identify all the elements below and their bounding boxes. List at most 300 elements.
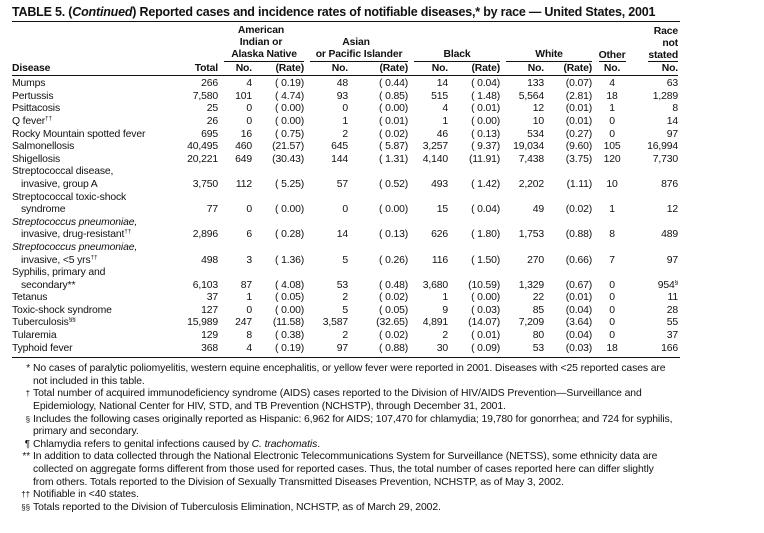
cell-value: 2: [342, 128, 349, 140]
disease-name-text: Streptococcus pneumoniae,: [12, 216, 138, 228]
cell-value: 876: [661, 178, 679, 190]
cell-value: 2: [442, 330, 449, 342]
cell-value: ( 0.19): [275, 78, 305, 90]
header-no: No.: [431, 63, 449, 75]
disease-name-text: Streptococcus pneumoniae,: [12, 241, 138, 253]
cell-value: 7,580: [192, 90, 218, 102]
cell-value: (9.60): [565, 141, 593, 153]
disease-name: [12, 330, 172, 343]
disease-name: [12, 280, 172, 293]
cell-value: 2: [342, 292, 349, 304]
cell: [592, 292, 632, 305]
cell: [500, 76, 544, 91]
cell: [592, 91, 632, 104]
footnotes: [14, 363, 674, 514]
footnote: [14, 414, 674, 439]
cell-value: 12: [532, 103, 545, 115]
cell-value: ( 0.00): [275, 103, 305, 115]
cell-value: 6,103: [192, 279, 218, 291]
cell: [632, 255, 678, 268]
bottom-rule: [12, 357, 680, 358]
cell-value: 10: [606, 178, 618, 190]
cell-value: 4: [609, 78, 615, 90]
cell: [348, 330, 408, 343]
cell: [172, 317, 218, 330]
disease-name: [12, 305, 172, 318]
cell-value: 0: [609, 292, 615, 304]
cell: [500, 292, 544, 305]
footnote-text-part: Totals reported to the Division of Tuberculosis Elimination, NCHSTP, as of March 29, 2002.: [33, 501, 441, 513]
cell-value: 534: [527, 128, 545, 140]
cell: [304, 292, 348, 305]
header-no: No.: [235, 63, 252, 75]
cell: [408, 280, 448, 293]
cell-value: 1,753: [518, 229, 545, 241]
cell: [218, 129, 252, 142]
disease-name-text: Tuberculosis: [12, 317, 69, 329]
cell-value: 0: [246, 204, 252, 216]
cell: [500, 103, 544, 116]
cell: [348, 305, 408, 318]
header-rate: (Rate): [471, 63, 501, 75]
title-prefix: TABLE 5. (: [12, 5, 73, 19]
cell: [632, 179, 678, 192]
cell: [218, 292, 252, 305]
footnote-marker: ††: [21, 490, 30, 500]
cell-value: ( 0.02): [379, 128, 409, 140]
cell-value: 5,564: [518, 90, 545, 102]
cell-value: 7,209: [518, 317, 545, 329]
cell: [172, 229, 218, 242]
cell: [448, 154, 500, 167]
cell-value: (3.64): [565, 317, 593, 329]
cell-value: 120: [603, 153, 621, 165]
cell-value: 116: [431, 254, 449, 266]
cell-value: 14: [666, 115, 679, 127]
cell-value: 97: [666, 128, 679, 140]
cell-value: (0.04): [565, 304, 593, 316]
header-rate: (Rate): [563, 63, 593, 75]
footnote-text-part: Total number of acquired immunodeficiency syndrome (AIDS) cases reported to the Division of HIV/AIDS Prevention—Surveillance and Epidemiology, National Center for HIV, STD, and TB Prevention (NCHSTP), through December 31, 2001.: [33, 388, 642, 413]
cell-value: 48: [336, 78, 349, 90]
disease-name: [12, 267, 252, 280]
cell-value: 14: [336, 229, 349, 241]
cell-value: 8: [672, 103, 679, 115]
disease-name-text: Rocky Mountain spotted fever: [12, 128, 146, 140]
cell-value: 16: [240, 128, 252, 140]
cell: [348, 129, 408, 142]
table-row: [12, 343, 678, 358]
cell-value: 645: [331, 141, 349, 153]
footnote: [14, 451, 674, 489]
table-title: [12, 4, 764, 21]
cell: [172, 116, 218, 129]
cell-value: 55: [666, 317, 679, 329]
header-race-not-stated: Race not stated: [648, 26, 679, 61]
cell: [500, 330, 544, 343]
disease-name-text: secondary**: [21, 279, 76, 291]
cell-value: ( 0.02): [379, 330, 409, 342]
cell-value: (21.57): [272, 141, 305, 153]
cell: [592, 204, 632, 217]
footnote-text: [33, 451, 674, 489]
cell-value: 2: [342, 330, 349, 342]
cell: [500, 91, 544, 104]
cell: [348, 204, 408, 217]
cell-value: 1: [609, 204, 615, 216]
cell: [172, 204, 218, 217]
cell-value: ( 0.00): [275, 204, 305, 216]
disease-name-text: invasive, drug-resistant: [21, 229, 125, 241]
cell: [218, 343, 252, 358]
footnote-text-part: In addition to data collected through the National Electronic Telecommunications System for Surveillance (NETSS), some ethnicity data are collected on aggregate forms different from those used for reported cases. Thus, the total number of cases reported here can differ slightly from others. Totals reported to the Division of Sexually Transmitted Diseases Prevention, NCHSTP, as of May 3, 2002.: [33, 451, 658, 488]
header-total: Total: [194, 63, 218, 75]
cell-value: (0.03): [565, 342, 593, 354]
footnote-marker: §§: [68, 317, 76, 324]
cell: [632, 343, 678, 358]
cell: [448, 292, 500, 305]
cell: [408, 229, 448, 242]
cell-value: 1: [246, 292, 252, 304]
cell-value: ( 0.48): [379, 279, 409, 291]
disease-name-text: Tularemia: [12, 330, 57, 342]
cell-value: 18: [606, 342, 618, 354]
disease-name: [12, 179, 172, 192]
cell: [500, 154, 544, 167]
cell-value: ( 0.01): [379, 115, 409, 127]
cell-value: 53: [336, 279, 349, 291]
cell: [252, 343, 304, 358]
cell: [172, 91, 218, 104]
cell: [448, 280, 500, 293]
cell-value: 18: [606, 90, 618, 102]
cell: [348, 317, 408, 330]
cell-value: 0: [609, 304, 615, 316]
disease-name: [12, 255, 172, 268]
cell-value: 97: [666, 254, 679, 266]
table-row: [12, 116, 678, 129]
cell-value: (10.59): [468, 279, 501, 291]
table-row: [12, 154, 678, 167]
cell-value: 0: [246, 304, 252, 316]
cell-value: (0.27): [565, 128, 593, 140]
cell: [218, 91, 252, 104]
cell-value: ( 0.75): [275, 128, 305, 140]
cell-value: 22: [532, 292, 545, 304]
cell: [348, 292, 408, 305]
cell-value: 8: [246, 330, 252, 342]
disease-name: [12, 76, 172, 91]
cell: [252, 330, 304, 343]
cell: [172, 305, 218, 318]
cell: [218, 229, 252, 242]
table-row: [12, 179, 678, 192]
cell-value: 2,896: [192, 229, 218, 241]
cell: [218, 317, 252, 330]
cell: [172, 141, 218, 154]
cell-value: 53: [532, 342, 545, 354]
cell-value: 93: [336, 90, 349, 102]
cell: [408, 129, 448, 142]
cell: [632, 91, 678, 104]
cell-value: 515: [431, 90, 449, 102]
cell-value: (0.88): [565, 229, 593, 241]
cell-value: 1,329: [518, 279, 545, 291]
cell-value: ( 1.42): [471, 178, 501, 190]
cell-value: 11: [667, 292, 679, 304]
footnote-marker: ††: [45, 115, 52, 122]
cell-value: ( 0.00): [275, 304, 305, 316]
cell-value: 695: [201, 128, 218, 140]
cell: [252, 204, 304, 217]
cell: [592, 129, 632, 142]
cell-value: 49: [532, 204, 545, 216]
cell-value: (11.58): [272, 317, 305, 329]
header-american-indian: American Indian or Alaska Native: [218, 25, 304, 63]
cell-value: ( 5.87): [379, 141, 409, 153]
cell-value: ( 0.85): [379, 90, 409, 102]
cell: [304, 280, 348, 293]
cell: [252, 305, 304, 318]
cell: [448, 129, 500, 142]
disease-name: [12, 242, 252, 255]
header-no: No.: [661, 63, 679, 75]
cell-value: (14.07): [468, 317, 501, 329]
cell: [544, 255, 592, 268]
cell: [544, 116, 592, 129]
cell: [500, 204, 544, 217]
disease-name-text: Salmonellosis: [12, 141, 75, 153]
cell: [304, 154, 348, 167]
cell-value: 7,730: [652, 153, 679, 165]
cell: [500, 129, 544, 142]
cell: [304, 255, 348, 268]
cell-value: 87: [240, 279, 252, 291]
cell-value: (0.07): [565, 78, 593, 90]
cell: [408, 317, 448, 330]
cell: [408, 179, 448, 192]
cell: [218, 330, 252, 343]
table-row: [12, 305, 678, 318]
cell: [448, 204, 500, 217]
cell-value: ( 5.25): [275, 178, 305, 190]
title-text: ) Reported cases and incidence rates of notifiable diseases,* by race — United States, 2001: [132, 5, 656, 19]
cell: [544, 154, 592, 167]
footnote-marker: ¶: [24, 438, 30, 450]
cell-value: ( 0.02): [379, 292, 409, 304]
cell: [592, 154, 632, 167]
cell: [252, 76, 304, 91]
disease-name: [12, 91, 172, 104]
footnote-marker: **: [22, 451, 30, 463]
cell-value: ( 0.00): [379, 103, 409, 115]
cell: [448, 116, 500, 129]
cell-value: 144: [331, 153, 349, 165]
cell: [408, 330, 448, 343]
cell: [448, 330, 500, 343]
cell: [408, 141, 448, 154]
cell: [348, 91, 408, 104]
cell: [218, 154, 252, 167]
disease-name-text: Streptococcal toxic-shock: [12, 191, 127, 203]
cell-value: (2.81): [565, 90, 593, 102]
cell: [348, 179, 408, 192]
table-row-label: [12, 242, 678, 255]
cell-value: (0.01): [565, 115, 593, 127]
cell-value: 1: [442, 115, 449, 127]
cell-value: ( 0.01): [471, 330, 501, 342]
disease-name: [12, 166, 252, 179]
cell-value: ( 1.48): [471, 90, 501, 102]
table-row-label: [12, 166, 678, 179]
cell: [500, 317, 544, 330]
cell: [348, 154, 408, 167]
cell: [218, 280, 252, 293]
table-row-label: [12, 217, 678, 230]
cell: [348, 116, 408, 129]
cell: [172, 154, 218, 167]
table-row: [12, 141, 678, 154]
cell-value: 112: [235, 178, 252, 190]
cell: [348, 103, 408, 116]
cell: [172, 330, 218, 343]
cell: [304, 76, 348, 91]
disease-name: [12, 129, 172, 142]
cell-value: 954: [657, 279, 675, 291]
cell: [408, 204, 448, 217]
cell: [252, 292, 304, 305]
footnote-text: [33, 388, 674, 413]
cell: [172, 280, 218, 293]
cell-value: ( 1.80): [471, 229, 501, 241]
cell: [632, 292, 678, 305]
cell: [544, 179, 592, 192]
cell-value: 19,034: [513, 141, 545, 153]
cell: [304, 204, 348, 217]
cell: [304, 91, 348, 104]
cell-value: ( 4.08): [275, 279, 305, 291]
footnote-text-part: Includes the following cases originally reported as Hispanic: 6,962 for AIDS; 107,470 for chlamydia; 19,780 for gonorrhea; and 724 for syphilis, primary and secondary.: [33, 413, 673, 438]
cell: [448, 305, 500, 318]
cell: [544, 91, 592, 104]
cell: [172, 179, 218, 192]
cell: [252, 141, 304, 154]
cell-value: 28: [666, 304, 679, 316]
disease-name-text: Streptococcal disease,: [12, 166, 114, 178]
cell: [592, 280, 632, 293]
cell-value: 2,202: [518, 178, 545, 190]
footnote-marker: *: [26, 363, 30, 375]
cell-value: 30: [436, 342, 449, 354]
cell: [592, 103, 632, 116]
cell: [304, 103, 348, 116]
cell-value: 247: [235, 317, 252, 329]
cell-value: 15,989: [187, 317, 218, 329]
disease-name-text: Toxic-shock syndrome: [12, 304, 112, 316]
footnote-marker: §: [674, 279, 679, 286]
cell-value: 4: [246, 78, 252, 90]
table-row: [12, 292, 678, 305]
cell: [632, 229, 678, 242]
cell-value: 0: [246, 115, 252, 127]
cell-value: 1: [342, 115, 349, 127]
cell-value: ( 0.00): [379, 204, 409, 216]
cell: [252, 129, 304, 142]
cell: [632, 129, 678, 142]
cell: [632, 305, 678, 318]
cell: [304, 116, 348, 129]
cell-value: 0: [609, 317, 615, 329]
cell-value: 26: [206, 115, 218, 127]
cell: [448, 255, 500, 268]
cell: [500, 179, 544, 192]
cell-value: 460: [235, 141, 252, 153]
cell: [500, 305, 544, 318]
cell: [448, 317, 500, 330]
cell-value: 166: [661, 342, 679, 354]
cell-value: ( 0.04): [471, 204, 501, 216]
footnote-marker: §§: [21, 502, 30, 512]
header-asian: Asian or Pacific Islander: [304, 25, 408, 63]
cell: [592, 305, 632, 318]
cell: [592, 229, 632, 242]
cell: [544, 317, 592, 330]
cell: [448, 141, 500, 154]
cell-value: ( 0.00): [471, 115, 501, 127]
cell-value: 5: [342, 304, 349, 316]
disease-name: [12, 229, 172, 242]
header-black: Black: [408, 25, 500, 63]
cell-value: 3,750: [192, 178, 218, 190]
cell-value: ( 1.31): [379, 153, 409, 165]
cell: [500, 343, 544, 358]
cell-value: ( 0.38): [275, 330, 305, 342]
cell: [252, 154, 304, 167]
cell: [544, 292, 592, 305]
cell: [408, 116, 448, 129]
cell: [592, 330, 632, 343]
cell-value: 40,495: [187, 141, 218, 153]
cell: [592, 343, 632, 358]
footnote: [14, 388, 674, 413]
footnote-text-part: No cases of paralytic poliomyelitis, western equine encephalitis, or yellow fever were reported in 2001. Diseases with <25 reported cases are not included in this table.: [33, 363, 666, 387]
cell: [408, 154, 448, 167]
cell-value: 3,680: [422, 279, 449, 291]
cell-value: ( 0.13): [379, 229, 409, 241]
cell-value: ( 1.50): [471, 254, 501, 266]
cell: [304, 141, 348, 154]
cell: [252, 103, 304, 116]
disease-name: [12, 343, 172, 358]
cell-value: ( 0.01): [471, 103, 501, 115]
disease-name-text: invasive, group A: [21, 178, 98, 190]
cell-value: (11.91): [468, 153, 501, 165]
cell-value: 85: [532, 304, 545, 316]
disease-name-text: Typhoid fever: [12, 342, 73, 354]
cell: [252, 255, 304, 268]
footnote: [14, 489, 674, 502]
cell: [544, 343, 592, 358]
cell-value: ( 0.13): [471, 128, 501, 140]
disease-name-text: syndrome: [21, 204, 66, 216]
cell-value: 0: [609, 330, 615, 342]
cell: [218, 305, 252, 318]
cell: [448, 229, 500, 242]
cell-value: 0: [609, 128, 615, 140]
cell-value: 0: [609, 115, 615, 127]
cell-value: (1.11): [566, 178, 593, 190]
cell: [304, 317, 348, 330]
